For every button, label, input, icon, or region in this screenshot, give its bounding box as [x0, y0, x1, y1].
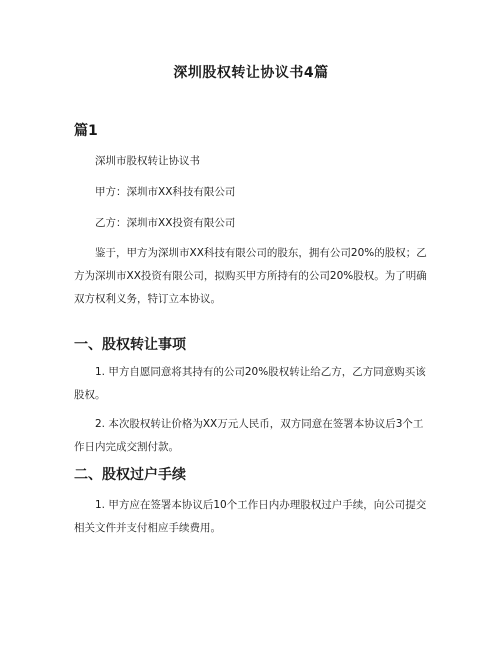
section-1-item-1: 1. 甲方自愿同意将其持有的公司20%股权转让给乙方，乙方同意购买该股权。	[74, 366, 426, 401]
party-a-line: 甲方：深圳市XX科技有限公司	[95, 186, 236, 198]
section-1-item-2: 2. 本次股权转让价格为XX万元人民币，双方同意在签署本协议后3个工作日内完成交割付款。	[74, 418, 424, 453]
agreement-name-line: 深圳市股权转让协议书	[95, 155, 200, 167]
section-2-item-1: 1. 甲方应在签署本协议后10个工作日内办理股权过户手续，向公司提交相关文件并支付相应手续费用。	[74, 499, 427, 534]
section-2-heading: 二、股权过户手续	[74, 467, 186, 483]
preamble-paragraph: 鉴于，甲方为深圳市XX科技有限公司的股东，拥有公司20%的股权；乙方为深圳市XX投资有限公司，拟购买甲方所持有的公司20%股权。为了明确双方权利义务，特订立本协议。	[74, 247, 427, 305]
document-title: 深圳股权转让协议书4篇	[173, 65, 329, 81]
party-b-line: 乙方：深圳市XX投资有限公司	[95, 217, 236, 229]
section-1-heading: 一、股权转让事项	[74, 337, 186, 353]
chapter-heading: 篇1	[74, 123, 98, 139]
